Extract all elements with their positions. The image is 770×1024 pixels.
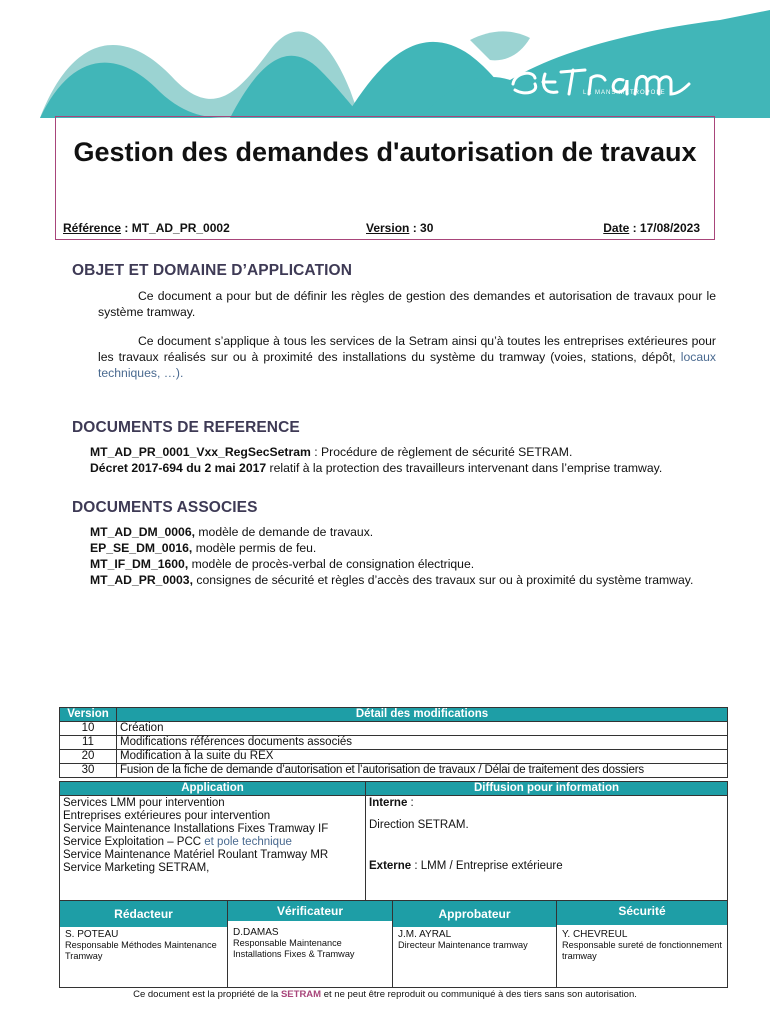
detail-cell: Fusion de la fiche de demande d’autorisation et l’autorisation de travaux / Délai de traitement des dossiers — [117, 764, 728, 778]
table-row — [60, 736, 728, 750]
table-row — [60, 722, 728, 736]
associe-item — [90, 572, 716, 588]
signature-approbateur — [392, 900, 557, 988]
version-cell: 30 — [60, 764, 117, 778]
associe-item — [90, 540, 716, 556]
associe-item — [90, 524, 716, 540]
reference-code: MT_AD_PR_0001_Vxx_RegSecSetram — [90, 445, 311, 459]
signature-title: Approbateur — [393, 901, 556, 927]
signature-role: Responsable sureté de fonctionnement tramway — [562, 940, 722, 961]
associe-item — [90, 556, 716, 572]
associe-text: modèle de demande de travaux. — [195, 525, 374, 539]
application-line: Entreprises extérieures pour intervention — [63, 810, 271, 822]
interne-value: Direction SETRAM. — [369, 819, 469, 831]
associe-text: modèle de procès-verbal de consignation électrique. — [188, 557, 475, 571]
wave-decoration — [0, 0, 770, 120]
objet-paragraph-2-text: Ce document s’applique à tous les services de la Setram ainsi qu’à toutes les entreprises extérieures pour les travaux réalisés sur ou à proximité des installations du système du tramway (voies, stations, dépôt, — [98, 334, 716, 364]
associe-text: modèle permis de feu. — [192, 541, 317, 555]
date-label: Date — [603, 221, 630, 235]
reference-text: relatif à la protection des travailleurs intervenant dans l’emprise tramway. — [266, 461, 663, 475]
reference — [63, 221, 230, 235]
reference-item — [90, 460, 716, 476]
version-cell: 11 — [60, 736, 117, 750]
application-link: et pole technique — [204, 836, 292, 848]
objet-paragraph-2 — [98, 333, 716, 381]
application-table — [59, 781, 728, 902]
version-label: Version — [366, 221, 410, 235]
signature-securite — [556, 900, 728, 988]
signature-name: D.DAMAS — [233, 927, 279, 938]
signature-title: Vérificateur — [228, 901, 392, 921]
table-row — [60, 764, 728, 778]
section-heading-references: DOCUMENTS DE REFERENCE — [72, 419, 300, 436]
application-line: Service Maintenance Installations Fixes Tramway IF — [63, 823, 329, 835]
signature-role: Responsable Méthodes Maintenance Tramway — [65, 940, 217, 961]
externe-label: Externe — [369, 860, 412, 872]
footer-brand: SETRAM — [280, 989, 322, 1000]
associes-list — [90, 524, 716, 588]
associe-code: MT_AD_DM_0006, — [90, 525, 195, 539]
versions-header-detail: Détail des modifications — [117, 708, 728, 722]
versions-header-version: Version — [60, 708, 117, 722]
detail-cell: Création — [117, 722, 728, 736]
references-list — [90, 444, 716, 476]
externe-row — [369, 860, 724, 873]
application-line-text: Service Exploitation – PCC — [63, 836, 205, 848]
title-box — [55, 116, 715, 240]
signature-role: Responsable Maintenance Installations Fixes & Tramway — [233, 938, 355, 959]
detail-cell: Modification à la suite du REX — [117, 750, 728, 764]
externe-value: : LMM / Entreprise extérieure — [411, 860, 563, 872]
signature-verificateur — [227, 900, 393, 988]
interne-row — [369, 797, 724, 810]
signature-role: Directeur Maintenance tramway — [398, 940, 528, 950]
associe-code: MT_AD_PR_0003, — [90, 573, 193, 587]
associe-text: consignes de sécurité et règles d’accès des travaux sur ou à proximité du système tramway. — [192, 573, 694, 587]
reference-text: : Procédure de règlement de sécurité SETRAM. — [310, 445, 573, 459]
reference-value: : MT_AD_PR_0002 — [121, 221, 230, 235]
footer-notice — [0, 989, 770, 1000]
signature-redacteur — [59, 900, 228, 988]
interne-label: Interne — [369, 797, 408, 809]
version — [366, 221, 433, 235]
section-heading-objet: OBJET ET DOMAINE D’APPLICATION — [72, 262, 353, 279]
header-banner — [0, 0, 770, 120]
version-cell: 10 — [60, 722, 117, 736]
document-title: Gestion des demandes d'autorisation de travaux — [73, 137, 697, 167]
table-row — [60, 750, 728, 764]
reference-label: Référence — [63, 221, 122, 235]
objet-link: locaux techniques, …). — [98, 350, 716, 380]
objet-paragraph-1: Ce document a pour but de définir les règles de gestion des demandes et autorisation de travaux pour le système tramway. — [98, 289, 716, 319]
footer-post: et ne peut être reproduit ou communiqué à des tiers sans son autorisation. — [321, 989, 637, 1000]
signature-title: Rédacteur — [60, 901, 227, 927]
diffusion-cell — [366, 796, 728, 902]
application-line — [63, 836, 362, 849]
versions-table — [59, 707, 728, 778]
footer-pre: Ce document est la propriété de la — [133, 989, 281, 1000]
logo-subtitle: LE MANS METROPOLE — [583, 90, 666, 96]
application-line: Services LMM pour intervention — [63, 797, 225, 809]
application-cell — [60, 796, 366, 902]
version-cell: 20 — [60, 750, 117, 764]
signatures-table — [59, 900, 728, 988]
application-header: Application — [60, 782, 366, 796]
detail-cell: Modifications références documents associés — [117, 736, 728, 750]
signature-name: J.M. AYRAL — [398, 929, 452, 940]
setram-logo — [505, 62, 695, 102]
application-line: Service Maintenance Matériel Roulant Tramway MR — [63, 849, 329, 861]
date-value: : 17/08/2023 — [629, 221, 700, 235]
interne-sep: : — [407, 797, 414, 809]
reference-item — [90, 444, 716, 460]
section-heading-associes: DOCUMENTS ASSOCIES — [72, 499, 258, 516]
diffusion-header: Diffusion pour information — [366, 782, 728, 796]
date — [603, 221, 700, 235]
associe-code: MT_IF_DM_1600, — [90, 557, 189, 571]
version-value: : 30 — [409, 221, 434, 235]
signature-name: S. POTEAU — [65, 929, 119, 940]
application-line: Service Marketing SETRAM, — [63, 862, 210, 874]
associe-code: EP_SE_DM_0016, — [90, 541, 193, 555]
signature-title: Sécurité — [557, 901, 727, 925]
signature-name: Y. CHEVREUL — [562, 929, 628, 940]
reference-code: Décret 2017-694 du 2 mai 2017 — [90, 461, 267, 475]
